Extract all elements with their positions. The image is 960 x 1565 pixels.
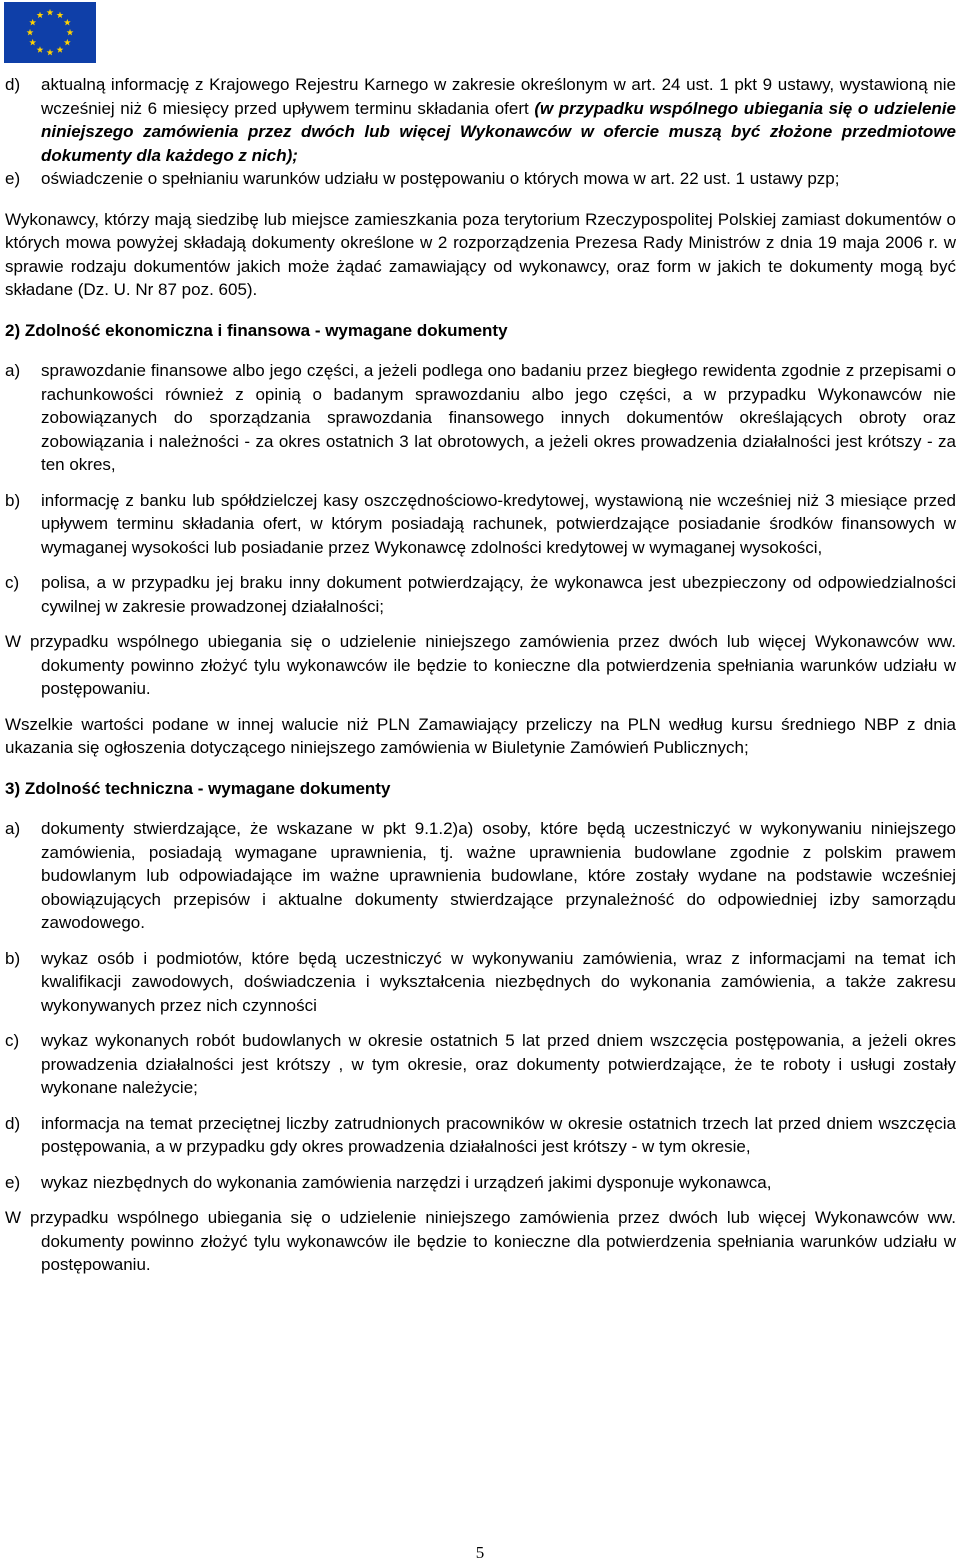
- list-item-d: [5, 1112, 956, 1159]
- list-marker: c): [5, 573, 20, 592]
- list-item-text: oświadczenie o spełnianiu warunków udziału w postępowaniu o których mowa w art. 22 ust. 1 ustawy pzp;: [41, 169, 840, 188]
- list-marker: c): [5, 1031, 20, 1050]
- list-item-c: [5, 1029, 956, 1100]
- list-item-text: polisa, a w przypadku jej braku inny dokument potwierdzający, że wykonawca jest ubezpieczony od odpowiedzialności cywilnej w zakresie prowadzonej działalności;: [41, 573, 956, 616]
- list-marker: a): [5, 361, 21, 380]
- list-item-text: informacja na temat przeciętnej liczby zatrudnionych pracowników w okresie ostatnich trzech lat przed dniem wszczęcia postępowania, a w przypadku gdy okres prowadzenia działalności jest krótszy - w tym okresie,: [41, 1113, 956, 1156]
- currency-conversion-note: Wszelkie wartości podane w innej walucie niż PLN Zamawiający przeliczy na PLN według kursu średniego NBP z dnia ukazania się ogłoszenia dotyczącego niniejszego zamówienia w Biuletynie Zamówień Publicznych;: [5, 714, 956, 757]
- list-item-text: wykaz osób i podmiotów, które będą uczestniczyć w wykonywaniu zamówienia, wraz z informacjami na temat ich kwalifikacji zawodowych, doświadczenia i wykształcenia niezbędnych do wykonania zamówienia, a także zakresu wykonywanych przez nich czynności: [41, 948, 956, 1015]
- list-item-d: [5, 73, 956, 167]
- list-item-text: sprawozdanie finansowe albo jego części, a jeżeli podlega ono badaniu przez biegłego rewidenta zgodnie z przepisami o rachunkowości również z opinią o badanym sprawozdaniu albo jego części, a w przypadku Wykonawców nie zobowiązanych do sporządzania sprawozdania finansowego innych dokumentów określających obroty oraz zobowiązania i należności - za okres ostatnich 3 lat obrotowych, a jeżeli okres prowadzenia działalności jest krótszy - za ten okres,: [41, 361, 956, 474]
- eu-flag-icon: [4, 2, 96, 63]
- list-item-text: wykaz niezbędnych do wykonania zamówienia narzędzi i urządzeń jakimi dysponuje wykonawca,: [41, 1172, 772, 1192]
- list-item-text: informację z banku lub spółdzielczej kasy oszczędnościowo-kredytowej, wystawioną nie wcześniej niż 3 miesiące przed upływem terminu składania ofert, w którym posiadają rachunek, potwierdzające posiadanie środków finansowych w wymaganej wysokości lub posiadanie przez Wykonawcę zdolności kredytowej w wymaganej wysokości,: [41, 490, 956, 557]
- document-body: [5, 73, 956, 1277]
- list-item-text: aktualną informację z Krajowego Rejestru Karnego w zakresie określonym w art. 24 ust. 1 pkt 9 ustawy, wystawioną nie wcześniej niż 6 miesięcy przed upływem terminu składania ofert: [41, 75, 956, 118]
- list-item-a: [5, 359, 956, 477]
- list-marker: e): [5, 1172, 21, 1192]
- page-number: 5: [475, 1543, 485, 1562]
- joint-bidding-note: W przypadku wspólnego ubiegania się o udzielenie niniejszego zamówienia przez dwóch lub więcej Wykonawców ww. dokumenty powinno złożyć tylu wykonawców ile będzie to konieczne dla potwierdzenia spełniania warunków udziału w postępowaniu.: [5, 1208, 956, 1274]
- list-item-text: wykaz wykonanych robót budowlanych w okresie ostatnich 5 lat przed dniem wszczęcia postępowania, a jeżeli okres prowadzenia działalności jest krótszy , w tym okresie, oraz dokumenty potwierdzające, że te roboty i usługi zostały wykonane należycie;: [41, 1031, 956, 1097]
- section-heading-technical: 3) Zdolność techniczna - wymagane dokumenty: [5, 778, 391, 798]
- joint-bidding-note: W przypadku wspólnego ubiegania się o udzielenie niniejszego zamówienia przez dwóch lub więcej Wykonawców ww. dokumenty powinno złożyć tylu wykonawców ile będzie to konieczne dla potwierdzenia spełniania warunków udziału w postępowaniu.: [5, 632, 956, 698]
- list-marker: a): [5, 819, 21, 838]
- list-item-c: [5, 571, 956, 618]
- section-heading-financial: 2) Zdolność ekonomiczna i finansowa - wymagane dokumenty: [5, 320, 508, 340]
- list-item-e: [5, 167, 956, 191]
- foreign-contractors-paragraph: Wykonawcy, którzy mają siedzibę lub miejsce zamieszkania poza terytorium Rzeczypospolitej Polskiej zamiast dokumentów o których mowa powyżej składają dokumenty określone w 2 rozporządzenia Prezesa Rady Ministrów z dnia 19 maja 2006 r. w sprawie rodzaju dokumentów jakich może żądać zamawiający od wykonawcy, oraz form w jakich te dokumenty mogą być składane (Dz. U. Nr 87 poz. 605).: [5, 209, 956, 299]
- list-item-a: [5, 817, 956, 935]
- list-marker: b): [5, 490, 21, 510]
- list-item-text: dokumenty stwierdzające, że wskazane w pkt 9.1.2)a) osoby, które będą uczestniczyć w wykonywaniu niniejszego zamówienia, posiadają wymagane uprawnienia, tj. ważne uprawnienia budowlane zgodnie z polskim prawem budowlanym lub odpowiadające im ważne uprawnienia budowlane, które zostały wydane na podstawie wcześniej obowiązujących przepisów i aktualne dokumenty stwierdzające przynależność do odpowiedniej izby samorządu zawodowego.: [41, 819, 956, 932]
- list-marker: d): [5, 1113, 21, 1133]
- list-item-e: [5, 1171, 956, 1195]
- list-marker: e): [5, 169, 21, 188]
- emphasized-note: (w przypadku wspólnego ubiegania się o udzielenie niniejszego zamówienia przez dwóch lub więcej Wykonawców w ofercie muszą być złożone przedmiotowe dokumenty dla każdego z nich);: [41, 98, 956, 165]
- list-item-b: [5, 489, 956, 560]
- list-item-b: [5, 947, 956, 1018]
- list-marker: d): [5, 75, 21, 94]
- list-marker: b): [5, 948, 21, 968]
